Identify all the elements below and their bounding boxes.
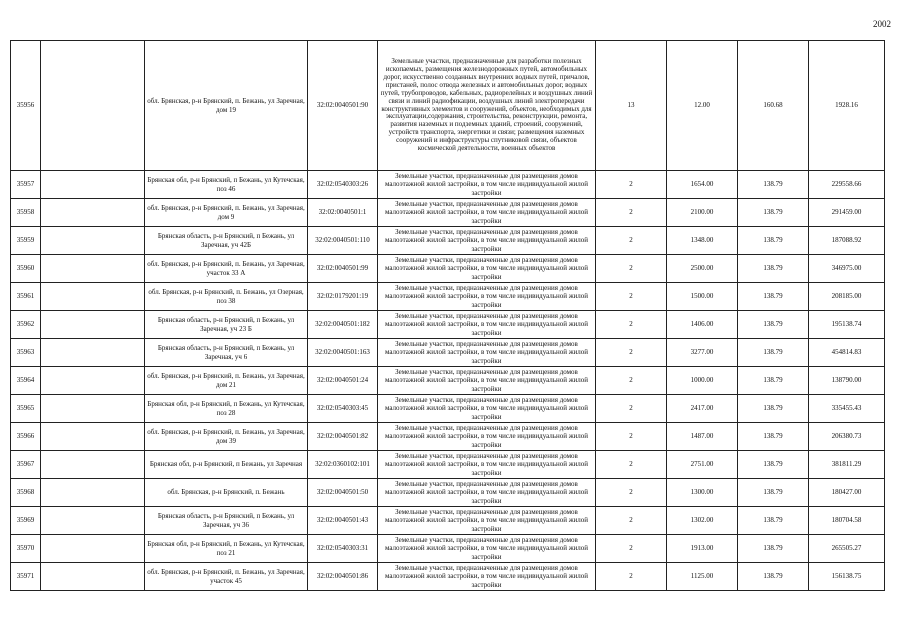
address-cell: обл. Брянская, р-н Брянский, п. Бежань xyxy=(145,479,308,507)
blank-cell xyxy=(41,535,145,563)
blank-cell xyxy=(41,423,145,451)
specific-value-cell: 138.79 xyxy=(738,227,809,255)
area-cell: 3277.00 xyxy=(667,339,738,367)
land-use-cell: Земельные участки, предназначенные для размещения домов малоэтажной жилой застройки, в том числе индивидуальной жилой застройки xyxy=(378,423,596,451)
land-use-cell: Земельные участки, предназначенные для размещения домов малоэтажной жилой застройки, в том числе индивидуальной жилой застройки xyxy=(378,171,596,199)
blank-cell xyxy=(41,171,145,199)
use-group-cell: 13 xyxy=(596,41,667,171)
cadastral-value-cell: 265505.27 xyxy=(809,535,885,563)
cadastral-value-table xyxy=(10,40,885,591)
area-cell: 1913.00 xyxy=(667,535,738,563)
use-group-cell: 2 xyxy=(596,339,667,367)
table-row xyxy=(11,423,885,451)
cadastral-value-cell: 346975.00 xyxy=(809,255,885,283)
specific-value-cell: 138.79 xyxy=(738,255,809,283)
specific-value-cell: 138.79 xyxy=(738,199,809,227)
cadastral-value-cell: 335455.43 xyxy=(809,395,885,423)
cadastral-value-cell: 381811.29 xyxy=(809,451,885,479)
specific-value-cell: 138.79 xyxy=(738,451,809,479)
blank-cell xyxy=(41,199,145,227)
cadastral-value-cell: 195138.74 xyxy=(809,311,885,339)
address-cell: Брянская область, р-н Брянский, п Бежань, ул Заречная, уч 23 Б xyxy=(145,311,308,339)
blank-cell xyxy=(41,395,145,423)
area-cell: 2100.00 xyxy=(667,199,738,227)
cadastral-value-cell: 454814.83 xyxy=(809,339,885,367)
use-group-cell: 2 xyxy=(596,423,667,451)
specific-value-cell: 138.79 xyxy=(738,171,809,199)
row-id-cell: 35963 xyxy=(11,339,41,367)
area-cell: 1348.00 xyxy=(667,227,738,255)
table-row xyxy=(11,339,885,367)
use-group-cell: 2 xyxy=(596,563,667,591)
table-row xyxy=(11,227,885,255)
table-row xyxy=(11,395,885,423)
cadastral-value-cell: 1928.16 xyxy=(809,41,885,171)
area-cell: 1500.00 xyxy=(667,283,738,311)
area-cell: 1654.00 xyxy=(667,171,738,199)
blank-cell xyxy=(41,451,145,479)
land-use-cell: Земельные участки, предназначенные для размещения домов малоэтажной жилой застройки, в том числе индивидуальной жилой застройки xyxy=(378,255,596,283)
cadastral-number-cell: 32:02:0040501:110 xyxy=(308,227,378,255)
table-row xyxy=(11,507,885,535)
row-id-cell: 35967 xyxy=(11,451,41,479)
land-use-cell: Земельные участки, предназначенные для размещения домов малоэтажной жилой застройки, в том числе индивидуальной жилой застройки xyxy=(378,451,596,479)
cadastral-value-cell: 229558.66 xyxy=(809,171,885,199)
use-group-cell: 2 xyxy=(596,283,667,311)
address-cell: Брянская обл, р-н Брянский, п Бежань, ул Заречная xyxy=(145,451,308,479)
specific-value-cell: 138.79 xyxy=(738,395,809,423)
use-group-cell: 2 xyxy=(596,311,667,339)
cadastral-value-cell: 180427.00 xyxy=(809,479,885,507)
row-id-cell: 35961 xyxy=(11,283,41,311)
cadastral-number-cell: 32:02:0040501:99 xyxy=(308,255,378,283)
use-group-cell: 2 xyxy=(596,255,667,283)
use-group-cell: 2 xyxy=(596,395,667,423)
specific-value-cell: 138.79 xyxy=(738,563,809,591)
specific-value-cell: 138.79 xyxy=(738,535,809,563)
area-cell: 1406.00 xyxy=(667,311,738,339)
address-cell: обл. Брянская, р-н Брянский, п. Бежань, ул Заречная, участок 33 А xyxy=(145,255,308,283)
address-cell: обл. Брянская, р-н Брянский, п. Бежань, ул Озерная, поз 38 xyxy=(145,283,308,311)
specific-value-cell: 138.79 xyxy=(738,423,809,451)
cadastral-number-cell: 32:02:0040501:24 xyxy=(308,367,378,395)
cadastral-number-cell: 32:02:0360102:101 xyxy=(308,451,378,479)
row-id-cell: 35965 xyxy=(11,395,41,423)
area-cell: 1000.00 xyxy=(667,367,738,395)
cadastral-number-cell: 32:02:0040501:163 xyxy=(308,339,378,367)
row-id-cell: 35968 xyxy=(11,479,41,507)
land-use-cell: Земельные участки, предназначенные для размещения домов малоэтажной жилой застройки, в том числе индивидуальной жилой застройки xyxy=(378,395,596,423)
table-body xyxy=(11,41,885,591)
blank-cell xyxy=(41,479,145,507)
cadastral-value-cell: 206380.73 xyxy=(809,423,885,451)
land-use-cell: Земельные участки, предназначенные для размещения домов малоэтажной жилой застройки, в том числе индивидуальной жилой застройки xyxy=(378,283,596,311)
table-row xyxy=(11,255,885,283)
table-row xyxy=(11,535,885,563)
specific-value-cell: 138.79 xyxy=(738,507,809,535)
row-id-cell: 35964 xyxy=(11,367,41,395)
cadastral-value-cell: 208185.00 xyxy=(809,283,885,311)
cadastral-number-cell: 32:02:0040501:50 xyxy=(308,479,378,507)
row-id-cell: 35971 xyxy=(11,563,41,591)
use-group-cell: 2 xyxy=(596,171,667,199)
cadastral-number-cell: 32:02:0040501:86 xyxy=(308,563,378,591)
table-row xyxy=(11,479,885,507)
cadastral-value-cell: 291459.00 xyxy=(809,199,885,227)
address-cell: Брянская область, р-н Брянский, п Бежань, ул Заречная, уч 36 xyxy=(145,507,308,535)
table-row xyxy=(11,41,885,171)
address-cell: обл. Брянская, р-н Брянский, п. Бежань, ул Заречная, участок 45 xyxy=(145,563,308,591)
area-cell: 1300.00 xyxy=(667,479,738,507)
row-id-cell: 35966 xyxy=(11,423,41,451)
specific-value-cell: 138.79 xyxy=(738,283,809,311)
area-cell: 12.00 xyxy=(667,41,738,171)
blank-cell xyxy=(41,311,145,339)
land-use-cell: Земельные участки, предназначенные для размещения домов малоэтажной жилой застройки, в том числе индивидуальной жилой застройки xyxy=(378,535,596,563)
use-group-cell: 2 xyxy=(596,479,667,507)
table-row xyxy=(11,563,885,591)
blank-cell xyxy=(41,339,145,367)
use-group-cell: 2 xyxy=(596,451,667,479)
specific-value-cell: 138.79 xyxy=(738,339,809,367)
address-cell: Брянская область, р-н Брянский, п Бежань, ул Заречная, уч 6 xyxy=(145,339,308,367)
cadastral-number-cell: 32:02:0040501:43 xyxy=(308,507,378,535)
blank-cell xyxy=(41,227,145,255)
cadastral-number-cell: 32:02:0540303:26 xyxy=(308,171,378,199)
cadastral-value-cell: 187088.92 xyxy=(809,227,885,255)
table-row xyxy=(11,283,885,311)
address-cell: Брянская обл, р-н Брянский, п Бежань, ул Кутечская, поз 46 xyxy=(145,171,308,199)
specific-value-cell: 160.68 xyxy=(738,41,809,171)
page-number: 2002 xyxy=(873,19,891,29)
area-cell: 1487.00 xyxy=(667,423,738,451)
address-cell: обл. Брянская, р-н Брянский, п. Бежань, ул Заречная, дом 19 xyxy=(145,41,308,171)
land-use-cell: Земельные участки, предназначенные для размещения домов малоэтажной жилой застройки, в том числе индивидуальной жилой застройки xyxy=(378,367,596,395)
cadastral-number-cell: 32:02:0040501:1 xyxy=(308,199,378,227)
area-cell: 2417.00 xyxy=(667,395,738,423)
use-group-cell: 2 xyxy=(596,507,667,535)
land-use-cell: Земельные участки, предназначенные для размещения домов малоэтажной жилой застройки, в том числе индивидуальной жилой застройки xyxy=(378,199,596,227)
address-cell: обл. Брянская, р-н Брянский, п. Бежань, ул Заречная, дом 9 xyxy=(145,199,308,227)
row-id-cell: 35962 xyxy=(11,311,41,339)
area-cell: 2751.00 xyxy=(667,451,738,479)
row-id-cell: 35957 xyxy=(11,171,41,199)
area-cell: 1302.00 xyxy=(667,507,738,535)
land-use-cell: Земельные участки, предназначенные для размещения домов малоэтажной жилой застройки, в том числе индивидуальной жилой застройки xyxy=(378,339,596,367)
row-id-cell: 35960 xyxy=(11,255,41,283)
specific-value-cell: 138.79 xyxy=(738,367,809,395)
blank-cell xyxy=(41,507,145,535)
land-use-cell: Земельные участки, предназначенные для размещения домов малоэтажной жилой застройки, в том числе индивидуальной жилой застройки xyxy=(378,479,596,507)
cadastral-number-cell: 32:02:0179201:19 xyxy=(308,283,378,311)
blank-cell xyxy=(41,283,145,311)
row-id-cell: 35956 xyxy=(11,41,41,171)
row-id-cell: 35958 xyxy=(11,199,41,227)
row-id-cell: 35970 xyxy=(11,535,41,563)
land-use-cell: Земельные участки, предназначенные для размещения домов малоэтажной жилой застройки, в том числе индивидуальной жилой застройки xyxy=(378,507,596,535)
cadastral-number-cell: 32:02:0040501:90 xyxy=(308,41,378,171)
use-group-cell: 2 xyxy=(596,535,667,563)
cadastral-value-cell: 156138.75 xyxy=(809,563,885,591)
land-use-cell: Земельные участки, предназначенные для разработки полезных ископаемых, размещения железнодорожных путей, автомобильных дорог, искусственно созданных внутренних водных путей, причалов, пристаней, полос отвода железных и автомобильных дорог, водных путей, трубопроводов, кабельных, радиорелейных и воздушных линий связи и линий радиофикации, воздушных линий электропередачи конструктивных элементов и сооружений, объектов, необходимых для эксплуатации,содержания, строительства, реконструкции, ремонта, развития наземных и подземных зданий, строений, сооружений, устройств транспорта, энергетики и связи; размещения наземных сооружений и инфраструктуры спутниковой связи, объектов космической деятельности, военных объектов xyxy=(378,41,596,171)
specific-value-cell: 138.79 xyxy=(738,479,809,507)
area-cell: 2500.00 xyxy=(667,255,738,283)
land-use-cell: Земельные участки, предназначенные для размещения домов малоэтажной жилой застройки, в том числе индивидуальной жилой застройки xyxy=(378,563,596,591)
address-cell: Брянская область, р-н Брянский, п Бежань, ул Заречная, уч 42Б xyxy=(145,227,308,255)
use-group-cell: 2 xyxy=(596,367,667,395)
cadastral-value-cell: 138790.00 xyxy=(809,367,885,395)
cadastral-number-cell: 32:02:0540303:45 xyxy=(308,395,378,423)
use-group-cell: 2 xyxy=(596,199,667,227)
cadastral-value-cell: 180704.58 xyxy=(809,507,885,535)
table-row xyxy=(11,451,885,479)
blank-cell xyxy=(41,563,145,591)
land-use-cell: Земельные участки, предназначенные для размещения домов малоэтажной жилой застройки, в том числе индивидуальной жилой застройки xyxy=(378,227,596,255)
row-id-cell: 35969 xyxy=(11,507,41,535)
address-cell: обл. Брянская, р-н Брянский, п. Бежань, ул Заречная, дом 39 xyxy=(145,423,308,451)
specific-value-cell: 138.79 xyxy=(738,311,809,339)
land-use-cell: Земельные участки, предназначенные для размещения домов малоэтажной жилой застройки, в том числе индивидуальной жилой застройки xyxy=(378,311,596,339)
table-row xyxy=(11,311,885,339)
table-row xyxy=(11,171,885,199)
cadastral-number-cell: 32:02:0040501:82 xyxy=(308,423,378,451)
table-row xyxy=(11,367,885,395)
cadastral-number-cell: 32:02:0040501:182 xyxy=(308,311,378,339)
address-cell: обл. Брянская, р-н Брянский, п. Бежань, ул Заречная, дом 21 xyxy=(145,367,308,395)
address-cell: Брянская обл, р-н Брянский, п Бежань, ул Кутечская, поз 28 xyxy=(145,395,308,423)
row-id-cell: 35959 xyxy=(11,227,41,255)
blank-cell xyxy=(41,255,145,283)
address-cell: Брянская обл, р-н Брянский, п Бежань, ул Кутечская, поз 21 xyxy=(145,535,308,563)
table-row xyxy=(11,199,885,227)
use-group-cell: 2 xyxy=(596,227,667,255)
blank-cell xyxy=(41,41,145,171)
area-cell: 1125.00 xyxy=(667,563,738,591)
cadastral-number-cell: 32:02:0540303:31 xyxy=(308,535,378,563)
blank-cell xyxy=(41,367,145,395)
